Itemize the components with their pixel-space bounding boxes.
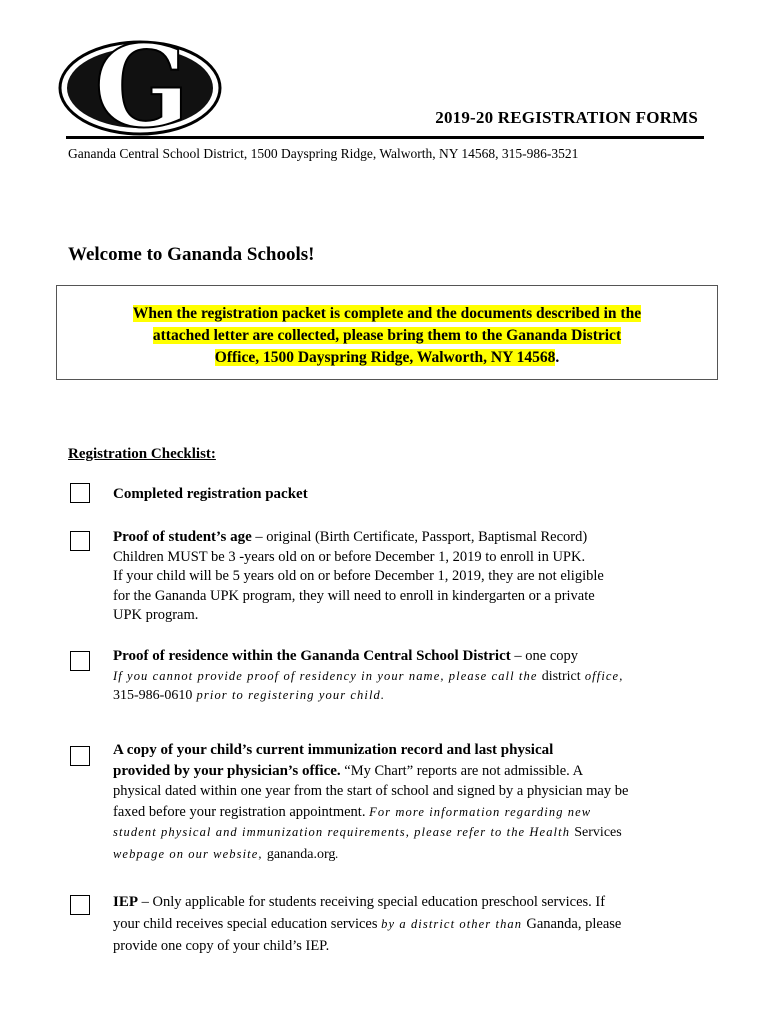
item-text: your child receives special education services [113,916,382,932]
checklist-item-proof-of-residence [113,647,713,706]
gananda-g-logo [58,38,228,138]
checklist-item-iep [113,891,713,957]
item-note: webpage on our website, [113,846,267,861]
item-note: prior to registering your child. [192,688,386,702]
item-text: – original (Birth Certificate, Passport, Baptismal Record) [251,529,588,545]
district-phone: 315-986-0610 [113,688,193,703]
logo-letter: G [94,38,190,138]
item-note: . [335,846,340,861]
item-note: office, [580,668,624,683]
notice-line-2: attached letter are collected, please bring them to the Gananda District [152,327,622,344]
district-address: Gananda Central School District, 1500 Dayspring Ridge, Walworth, NY 14568, 315-986-3521 [68,146,579,161]
item-text: – one copy [510,648,579,664]
checkbox-proof-of-residence[interactable] [70,651,90,671]
checkbox-registration-packet[interactable] [70,483,90,503]
item-note: If you cannot provide proof of residency in your name, please call the [113,668,542,683]
checklist-heading: Registration Checklist: [68,446,216,462]
header-rule [66,136,704,139]
item-text: faxed before your registration appointment. [113,803,370,820]
notice-line-1: When the registration packet is complete and the documents described in the [132,305,642,322]
checkbox-immunization-record[interactable] [70,746,90,766]
item-text: for the Gananda UPK program, they will need to enroll in kindergarten or a private [113,587,595,604]
item-note: Services [574,825,622,840]
item-note: district [541,668,581,684]
item-text: provide one copy of your child’s IEP. [113,938,330,954]
checklist-item-immunization [113,740,713,865]
item-note: by a district other than [381,917,527,931]
notice-box [56,285,718,380]
item-title: A copy of your child’s current immunization record and last physical [113,742,554,758]
notice-line-3-end: . [555,349,560,366]
website-link[interactable]: gananda.org [266,846,336,862]
item-text: UPK program. [113,607,199,623]
item-text: If your child will be 5 years old on or before December 1, 2019, they are not eligible [113,568,604,584]
item-note: student physical and immunization requirements, please refer to the Health [113,825,575,839]
item-note: For more information regarding new [369,804,592,819]
item-text: Children MUST be 3 -years old on or before December 1, 2019 to enroll in UPK. [113,548,586,565]
checkbox-iep[interactable] [70,895,90,915]
item-title: provided by your physician’s office. [113,762,341,779]
item-title: Completed registration packet [113,486,308,502]
item-title: IEP [113,894,139,910]
item-text: Gananda [526,916,578,932]
checklist-item-registration-packet [113,485,713,505]
checkbox-proof-of-age[interactable] [70,531,90,551]
item-text: – Only applicable for students receiving special education preschool services. If [138,894,606,910]
form-title: 2019-20 REGISTRATION FORMS [435,108,698,127]
item-title: Proof of residence within the Gananda Central School District [113,648,511,664]
item-title: Proof of student’s age [113,529,252,545]
welcome-heading: Welcome to Gananda Schools! [68,244,315,265]
item-text: physical dated within one year from the start of school and signed by a physician may be [113,783,629,799]
item-text: “My Chart” reports are not admissible. A [340,762,584,779]
notice-line-3: Office, 1500 Dayspring Ridge, Walworth, NY 14568 [214,349,556,366]
item-text: , please [577,916,622,932]
checklist-item-proof-of-age [113,528,713,626]
